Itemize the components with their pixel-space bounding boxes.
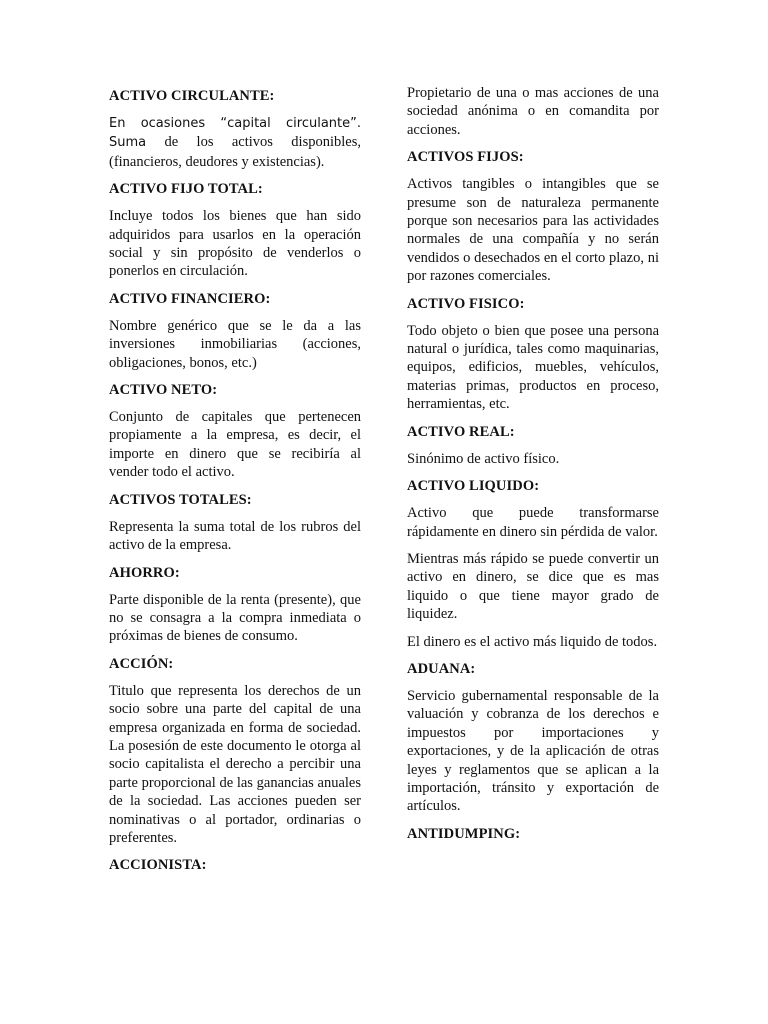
term-heading: AHORRO: — [109, 564, 180, 581]
term-definition: Activos tangibles o intangibles que se presume son de naturaleza permanente porque son necesarios para las actividades normales de una compañía y no serán vendidos o desechados en el corto plazo, ni por razones comerciales. — [407, 176, 659, 285]
term-definition-extra: Mientras más rápido se puede convertir un activo en dinero, se dice que es mas liquido o que tiene mayor grado de liquidez. — [407, 550, 659, 623]
glossary-entry — [407, 148, 659, 285]
term-heading: ACTIVO REAL: — [407, 423, 515, 440]
term-definition: Activo que puede transformarse rápidamente en dinero sin pérdida de valor. — [407, 505, 659, 540]
term-heading: ACTIVO FIJO TOTAL: — [109, 181, 263, 198]
glossary-entry — [407, 477, 659, 651]
glossary-entry — [109, 180, 361, 281]
term-heading: ACTIVO LIQUIDO: — [407, 478, 540, 495]
term-heading: ACTIVO CIRCULANTE: — [109, 88, 275, 104]
term-definition: Representa la suma total de los rubros del activo de la empresa. — [109, 518, 361, 554]
glossary-entry — [109, 87, 361, 171]
glossary-entry — [407, 825, 659, 843]
term-heading: ACCIONISTA: — [109, 857, 207, 874]
glossary-entry — [109, 856, 361, 874]
glossary-entry — [109, 290, 361, 372]
term-definition: Sinónimo de activo físico. — [407, 450, 560, 467]
right-column — [407, 84, 659, 852]
term-definition: Todo objeto o bien que posee una persona natural o jurídica, tales como maquinarias, equipos, edificios, muebles, vehículos, materias primas, productos en proceso, herramientas, etc. — [407, 322, 659, 413]
term-heading: ANTIDUMPING: — [407, 825, 521, 842]
glossary-entry — [407, 660, 659, 816]
term-definition: Titulo que representa los derechos de un socio sobre una parte del capital de una empresa organizada en forma de sociedad. La posesión de este documento le otorga al socio capitalista el derecho a percibir una parte proporcional de las ganancias anuales de la sociedad. Las acciones pueden ser nominativas o al portador, ordinarias o preferentes. — [109, 682, 361, 846]
term-heading: ACTIVO NETO: — [109, 382, 218, 399]
glossary-entry — [109, 655, 361, 848]
term-definition-extra: El dinero es el activo más liquido de todos. — [407, 633, 658, 650]
term-definition: Nombre genérico que se le da a las inversiones inmobiliarias (acciones, obligaciones, bonos, etc.) — [109, 317, 361, 371]
glossary-entry — [109, 491, 361, 555]
term-heading: ACTIVOS TOTALES: — [109, 491, 252, 508]
continued-definition: Propietario de una o mas acciones de una sociedad anónima o en comandita por acciones. — [407, 85, 659, 138]
term-definition: Conjunto de capitales que pertenecen propiamente a la empresa, es decir, el importe en dinero que se recibiría al vender todo el activo. — [109, 409, 361, 481]
glossary-entry — [109, 381, 361, 482]
term-definition — [109, 114, 361, 171]
term-heading: ADUANA: — [407, 660, 476, 677]
term-heading: ACCIÓN: — [109, 655, 174, 672]
left-column — [109, 84, 361, 883]
glossary-entry — [109, 564, 361, 646]
term-heading: ACTIVOS FIJOS: — [407, 149, 524, 166]
term-definition: Parte disponible de la renta (presente), que no se consagra a la compra inmediata o próximas de bienes de consumo. — [109, 591, 361, 645]
term-definition: Servicio gubernamental responsable de la valuación y cobranza de los derechos e impuestos por importaciones y exportaciones, y de la aplicación de otras leyes y reglamentos que se aplican a la importación, tránsito y exportación de artículos. — [407, 687, 659, 815]
definition-text: de los activos disponibles, (financieros, deudores y existencias). — [109, 134, 361, 170]
definition-prefix: En ocasiones “capital circulante”. Suma — [109, 116, 361, 151]
term-definition: Incluye todos los bienes que han sido adquiridos para usarlos en la operación social y sin propósito de venderlos o ponerlos en circulación. — [109, 208, 361, 280]
term-heading: ACTIVO FINANCIERO: — [109, 290, 271, 307]
glossary-entry — [407, 423, 659, 468]
term-heading: ACTIVO FISICO: — [407, 295, 525, 312]
glossary-entry — [407, 295, 659, 414]
